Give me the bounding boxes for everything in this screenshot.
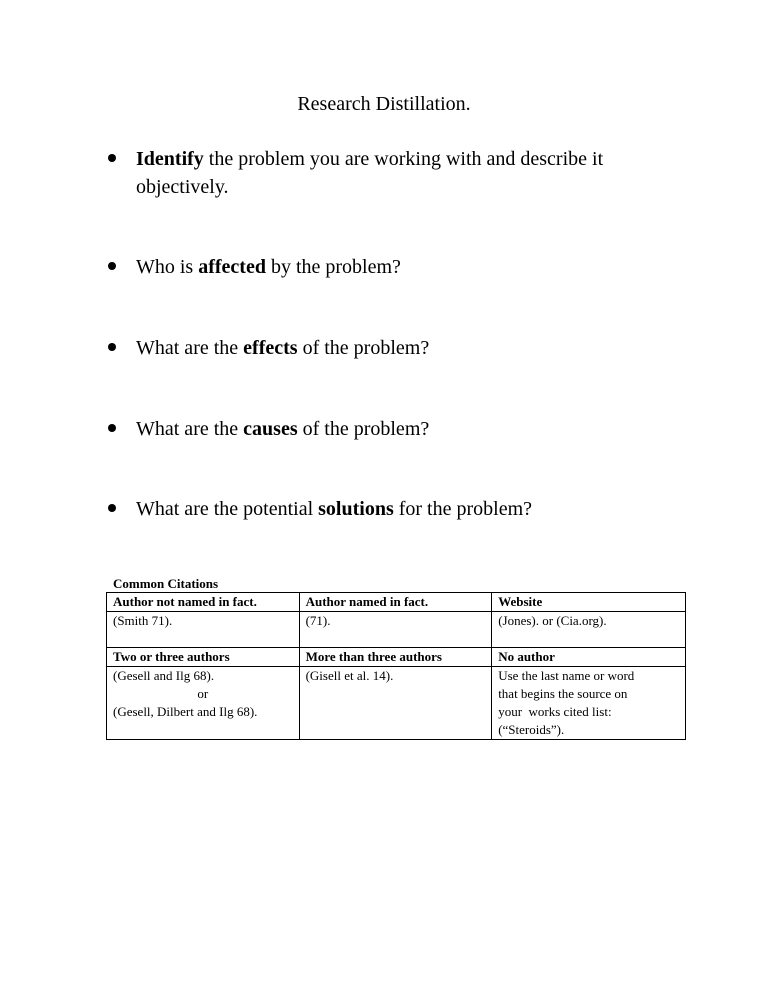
citations-label: Common Citations [113,576,219,591]
cell-line: that begins the source on [498,686,628,701]
table-row [107,612,686,648]
cell-line: or [197,686,209,701]
table-header-cell: Two or three authors [107,648,300,667]
page-title: Research Distillation. [297,93,471,115]
citations-table [106,592,686,740]
table-cell [492,667,686,740]
cell-line: (“Steroids”). [498,722,565,737]
table-header-cell: Author not named in fact. [107,593,300,612]
table-header-cell: Website [492,593,686,612]
bullet-text: What are the potential solutions for the problem? [136,498,533,520]
bullet-dot-icon [108,424,116,432]
bullet-text: Identify the problem you are working with and describe it objectively. [136,148,604,198]
cell-line: your works cited list: [498,704,612,719]
bullet-text: What are the effects of the problem? [136,337,430,359]
table-header-cell: More than three authors [299,648,492,667]
bullet-text: What are the causes of the problem? [136,418,430,440]
table-row [107,593,686,612]
table-cell: (Smith 71). [107,612,300,648]
table-row [107,667,686,740]
table-header-cell: No author [492,648,686,667]
cell-line: (Gesell, Dilbert and Ilg 68). [113,704,258,719]
cell-line: Use the last name or word [498,668,635,683]
table-header-cell: Author named in fact. [299,593,492,612]
table-cell: (71). [299,612,492,648]
table-row [107,648,686,667]
cell-line: (Gesell and Ilg 68). [113,668,215,683]
table-cell: (Jones). or (Cia.org). [492,612,686,648]
bullet-text: Who is affected by the problem? [136,256,401,278]
bullet-dot-icon [108,504,116,512]
bullet-dot-icon [108,262,116,270]
table-cell: (Gisell et al. 14). [299,667,492,740]
bullet-dot-icon [108,154,116,162]
bullet-dot-icon [108,343,116,351]
table-cell [107,667,300,740]
